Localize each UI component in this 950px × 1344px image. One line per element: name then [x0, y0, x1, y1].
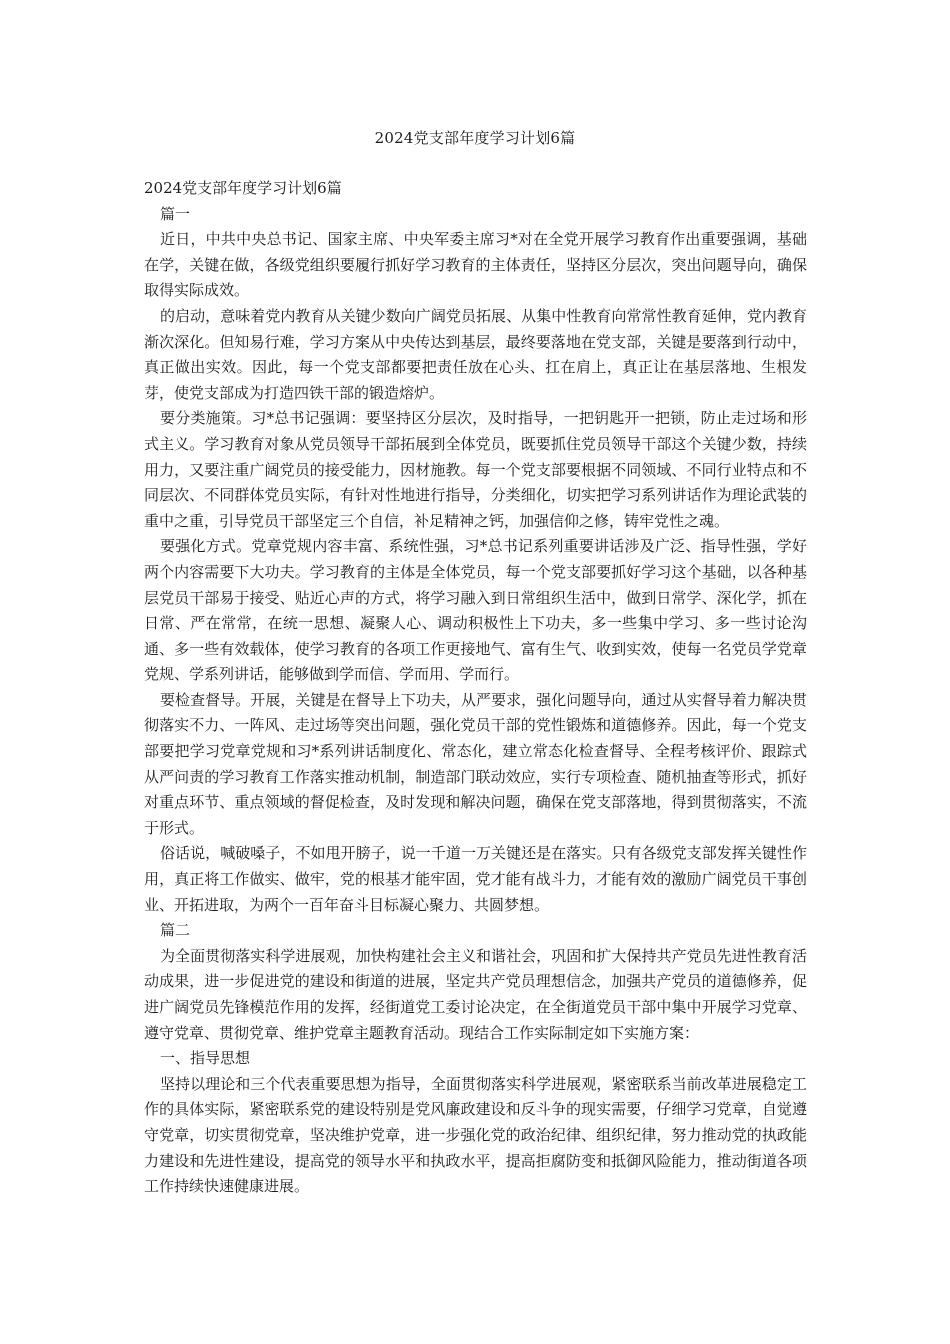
paragraph: 俗话说，喊破嗓子，不如甩开膀子，说一千道一万关键还是在落实。只有各级党支部发挥关键性作用，真正将工作做实、做牢，党的根基才能牢固，党才能有战斗力，才能有效的激励广阔党员干事创业、开拓进取，为两个一百年奋斗目标凝心聚力、共圆梦想。 — [144, 844, 807, 914]
paragraph: 为全面贯彻落实科学进展观，加快构建社会主义和谐社会，巩固和扩大保持共产党员先进性教育活动成果，进一步促进党的建设和街道的进展，坚定共产党员理想信念，加强共产党员的道德修养，促进广阔党员先锋模范作用的发挥，经街道党工委讨论决定，在全街道党员干部中集中开展学习党章、遵守党章、贯彻党章、维护党章主题教育活动。现结合工作实际制定如下实施方案： — [144, 946, 807, 1042]
paragraph: 坚持以理论和三个代表重要思想为指导，全面贯彻落实科学进展观，紧密联系当前改革进展稳定工作的具体实际，紧密联系党的建设特别是党风廉政建设和反斗争的现实需要，仔细学习党章，自觉遵守党章，切实贯彻党章，坚决维护党章，进一步强化党的政治纪律、组织纪律，努力推动党的执政能力建设和先进性建设，提高党的领导水平和执政水平，提高拒腐防变和抵御风险能力，推动街道各项工作持续快速健康进展。 — [144, 1074, 807, 1196]
paragraph: 要分类施策。习*总书记强调：要坚持区分层次，及时指导，一把钥匙开一把锁，防止走过场和形式主义。学习教育对象从党员领导干部拓展到全体党员，既要抓住党员领导干部这个关键少数，持续用力，又要注重广阔党员的接受能力，因材施教。每一个党支部要根据不同领域、不同行业特点和不同层次、不同群体党员实际，有针对性地进行指导，分类细化，切实把学习系列讲话作为理论武装的重中之重，引导党员干部坚定三个自信，补足精神之钙，加强信仰之修，铸牢党性之魂。 — [144, 409, 807, 530]
body-title: 2024党支部年度学习计划6篇 — [144, 179, 342, 197]
subsection-heading: 一、指导思想 — [160, 1049, 251, 1068]
section-heading-2: 篇二 — [160, 921, 191, 940]
paragraph: 要强化方式。党章党规内容丰富、系统性强，习*总书记系列重要讲话涉及广泛、指导性强，学好两个内容需要下大功夫。学习教育的主体是全体党员，每一个党支部要抓好学习这个基础，以各种基层党员干部易于接受、贴近心声的方式，将学习融入到日常组织生活中，做到日常学、深化学，抓在日常、严在常常，在统一思想、凝聚人心、调动积极性上下功夫，多一些集中学习、多一些讨论沟通、多一些有效载体，使学习教育的各项工作更接地气、富有生气、收到实效，使每一名党员学党章党规、学系列讲话，能够做到学而信、学而用、学而行。 — [144, 537, 807, 684]
paragraph: 要检查督导。开展，关键是在督导上下功夫，从严要求，强化问题导向，通过从实督导着力解决贯彻落实不力、一阵风、走过场等突出问题，强化党员干部的党性锻炼和道德修养。因此，每一个党支部要把学习党章党规和习*系列讲话制度化、常态化，建立常态化检查督导、全程考核评价、跟踪式从严问责的学习教育工作落实推动机制，制造部门联动效应，实行专项检查、随机抽查等形式，抓好对重点环节、重点领域的督促检查，及时发现和解决问题，确保在党支部落地，得到贯彻落实，不流于形式。 — [144, 690, 807, 837]
section-heading-1: 篇一 — [160, 204, 191, 223]
paragraph: 的启动，意味着党内教育从关键少数向广阔党员拓展、从集中性教育向常常性教育延伸，党内教育渐次深化。但知易行难，学习方案从中央传达到基层，最终要落地在党支部，关键是要落到行动中，真正做出实效。因此，每一个党支部都要把责任放在心头、扛在肩上，真正让在基层落地、生根发芽，使党支部成为打造四铁干部的锻造熔炉。 — [144, 306, 807, 402]
document-body — [144, 176, 807, 1200]
page-title: 2024党支部年度学习计划6篇 — [374, 129, 576, 147]
paragraph: 近日，中共中央总书记、国家主席、中央军委主席习*对在全党开展学习教育作出重要强调，基础在学，关键在做，各级党组织要履行抓好学习教育的主体责任，坚持区分层次，突出问题导向，确保取得实际成效。 — [144, 230, 807, 300]
